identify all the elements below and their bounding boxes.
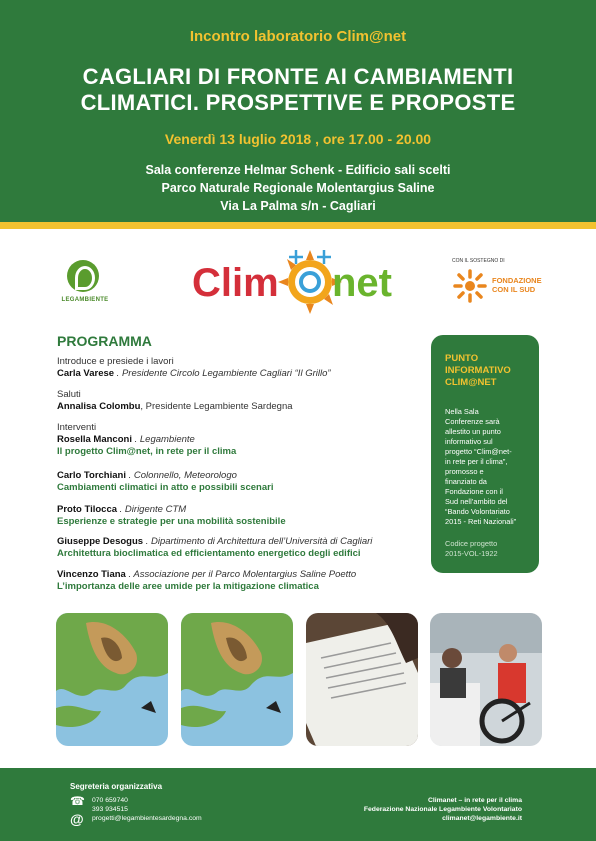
- speaker-name: Annalisa Colombu: [57, 401, 141, 412]
- info-text-line: Fondazione con il: [445, 487, 503, 496]
- info-text-line: informativo sul: [445, 437, 493, 446]
- footer-org-line2: Federazione Nazionale Legambiente Volontariato: [363, 806, 522, 813]
- venue-line1: Sala conferenze Helmar Schenk - Edificio sali scelti: [145, 163, 451, 177]
- speaker-role: . Dirigente CTM: [117, 504, 187, 515]
- program-block-tilocca: [57, 504, 286, 528]
- program-block-torchiani: [57, 470, 273, 494]
- fondazione-sun-icon: [452, 268, 488, 304]
- info-text-line: 2015 - Reti Nazionali”: [445, 517, 517, 526]
- segreteria-label: Segreteria organizzativa: [70, 782, 163, 791]
- speaker-name: Rosella Manconi: [57, 434, 132, 445]
- event-title: [0, 64, 596, 116]
- project-code-label: Codice progetto: [445, 539, 498, 548]
- fondazione-name: [492, 276, 542, 294]
- program-section-label: Saluti: [57, 389, 81, 400]
- footer-org-line1: Climanet – in rete per il clima: [427, 797, 522, 804]
- talk-title: L’importanza delle aree umide per la mitigazione climatica: [57, 581, 319, 592]
- talk-title: Il progetto Clim@net, in rete per il clima: [57, 446, 237, 457]
- speaker-name: Vincenzo Tiana: [57, 569, 126, 580]
- fondazione-logo: [452, 258, 552, 318]
- venue-line2: Parco Naturale Regionale Molentargius Saline: [161, 181, 435, 195]
- program-block-intro: [57, 356, 331, 380]
- event-date: Venerdì 13 luglio 2018 , ore 17.00 - 20.00: [164, 131, 432, 147]
- speaker-name: Giuseppe Desogus: [57, 536, 144, 547]
- project-code-value: 2015-VOL-1922: [445, 549, 498, 558]
- fondazione-support-label: CON IL SOSTEGNO DI: [452, 258, 505, 264]
- speaker-role: , Presidente Legambiente Sardegna: [140, 401, 293, 412]
- info-text-line: finanziato da: [445, 477, 487, 486]
- footer-org-info: [364, 796, 522, 823]
- speaker-role: . Dipartimento di Architettura dell’Università di Cagliari: [143, 536, 373, 547]
- speaker-line: [57, 401, 293, 413]
- footer: [0, 768, 596, 841]
- event-title-line1: CAGLIARI DI FRONTE AI CAMBIAMENTI: [82, 64, 514, 89]
- speaker-name: Carlo Torchiani: [57, 470, 126, 481]
- svg-text:net: net: [332, 261, 392, 305]
- contact-email: progetti@legambientesardegna.com: [92, 815, 202, 822]
- info-point-title-line1: PUNTO: [445, 353, 479, 364]
- legambiente-emblem-icon: [67, 260, 99, 292]
- info-text-line: progetto “Clim@net-: [445, 447, 512, 456]
- photo-bicycle-event: [430, 613, 542, 746]
- info-text-line: “Bando Volontariato: [445, 507, 510, 516]
- info-text-line: Nella Sala: [445, 407, 479, 416]
- svg-text:Clim: Clim: [192, 261, 279, 305]
- phone-number-1: 070 659740: [92, 797, 128, 804]
- phone-numbers: [92, 796, 128, 814]
- programma-title: PROGRAMMA: [57, 333, 152, 349]
- talk-title: Architettura bioclimatica ed efficientamento energetico degli edifici: [57, 548, 361, 559]
- program-block-desogus: [57, 536, 372, 560]
- program-block-saluti: [57, 389, 293, 413]
- footer-org-email: climanet@legambiente.it: [442, 815, 522, 822]
- speaker-line: [57, 470, 273, 482]
- email-icon: @: [70, 811, 84, 827]
- venue-line3: Via La Palma s/n - Cagliari: [220, 199, 376, 213]
- info-point-title-line3: CLIM@NET: [445, 377, 497, 388]
- speaker-line: [57, 504, 286, 516]
- info-point-text: [445, 407, 527, 527]
- legambiente-name: LEGAMBIENTE: [61, 297, 109, 303]
- speaker-role: . Presidente Circolo Legambiente Cagliari “Il Grillo”: [114, 368, 331, 379]
- phone-number-2: 393 934515: [92, 806, 128, 813]
- speaker-line: [57, 569, 356, 581]
- event-venue: [0, 161, 596, 215]
- climanet-logo: [192, 244, 402, 324]
- speaker-role: . Legambiente: [131, 434, 195, 445]
- header-banner: [0, 0, 596, 222]
- info-text-line: Sud nell’ambito del: [445, 497, 508, 506]
- speaker-name: Carla Varese: [57, 368, 115, 379]
- speaker-name: Proto Tilocca: [57, 504, 118, 515]
- program-block-interventi: [57, 422, 236, 458]
- event-title-line2: CLIMATICI. PROSPETTIVE E PROPOSTE: [80, 90, 516, 115]
- talk-title: Esperienze e strategie per una mobilità sostenibile: [57, 516, 286, 527]
- program-section-label: Interventi: [57, 422, 97, 433]
- speaker-line: [57, 434, 236, 446]
- phone-icon: ☎: [70, 794, 85, 808]
- header-divider: [0, 222, 596, 229]
- program-section-label: Introduce e presiede i lavori: [57, 356, 174, 367]
- program-block-tiana: [57, 569, 356, 593]
- project-code: [445, 539, 527, 559]
- speaker-role: . Colonnello, Meteorologo: [125, 470, 237, 481]
- logo-row: [0, 232, 596, 327]
- speaker-role: . Associazione per il Parco Molentargius Saline Poetto: [125, 569, 357, 580]
- photo-terrain-map-1: [56, 613, 168, 746]
- info-text-line: in rete per il clima”,: [445, 457, 508, 466]
- info-point-title-line2: INFORMATIVO: [445, 365, 511, 376]
- speaker-line: [57, 536, 372, 548]
- legambiente-logo: [55, 260, 115, 310]
- fondazione-name-line1: FONDAZIONE: [492, 276, 542, 285]
- speaker-line: [57, 368, 331, 380]
- photo-terrain-map-2: [181, 613, 293, 746]
- info-text-line: allestito un punto: [445, 427, 501, 436]
- talk-title: Cambiamenti climatici in atto e possibili scenari: [57, 482, 274, 493]
- info-point-box: [431, 335, 539, 573]
- info-text-line: promosso e: [445, 467, 484, 476]
- info-text-line: Conferenze sarà: [445, 417, 500, 426]
- info-point-title: [445, 353, 527, 389]
- fondazione-name-line2: CON IL SUD: [492, 285, 536, 294]
- event-kicker: Incontro laboratorio Clim@net: [189, 28, 407, 45]
- photo-document-signing: [306, 613, 418, 746]
